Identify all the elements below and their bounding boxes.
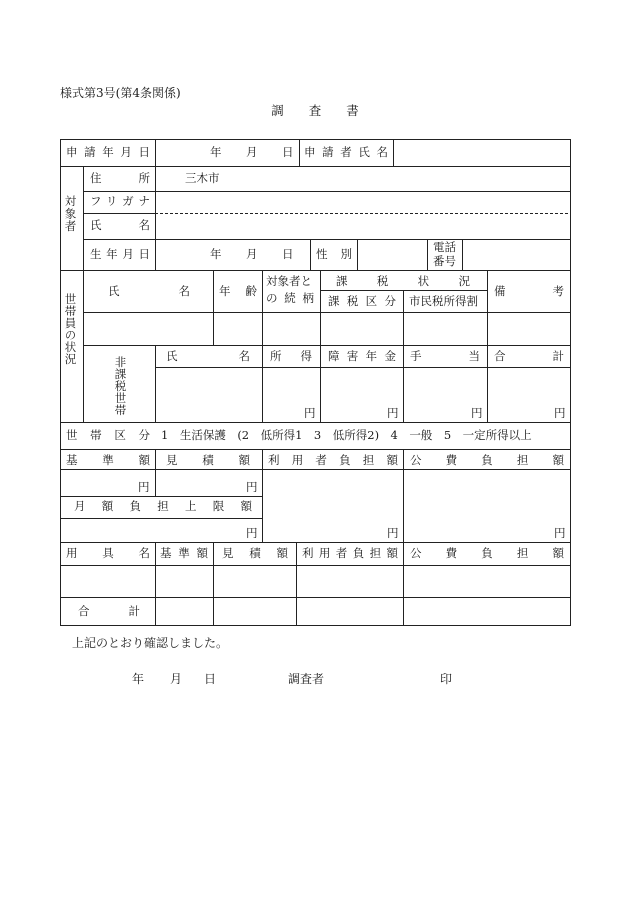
yen-unit: 円 [138,480,150,494]
remarks-header: 備 考 [494,284,564,298]
yen-unit: 円 [554,406,566,420]
confirmation-text: 上記のとおり確認しました。 [72,636,229,650]
address-label: 住 所 [90,171,150,185]
yen-unit: 円 [387,526,399,540]
user-burden-label: 利用者負担額 [268,453,398,467]
city-tax-header: 市民税所得割 [409,294,478,308]
applicant-name-field[interactable] [394,140,570,166]
standard-amount-label: 基 準 額 [66,453,150,467]
birth-day-label: 日 [282,247,294,261]
equipment-standard-label: 基準額 [160,546,208,560]
relation-header-line1: 対象者と [266,274,312,288]
yen-unit: 円 [554,526,566,540]
equipment-estimate-label: 見 積 額 [222,546,288,560]
application-year-label: 年 [210,145,222,159]
tax-class-header: 課税区分 [328,294,396,308]
equipment-name-label: 用 具 名 [66,546,150,560]
birth-year-label: 年 [210,247,222,261]
application-date-label: 申請年月日 [66,145,150,159]
name-label: 氏 名 [90,218,150,232]
yen-unit: 円 [471,406,483,420]
yen-unit: 円 [304,406,316,420]
furigana-label: フリガナ [90,194,150,208]
phone-label-line1: 電話 [433,240,456,254]
birthdate-label: 生年月日 [90,247,150,261]
investigator-label: 調査者 [288,672,325,686]
household-class-label: 世帯区分 [66,428,150,442]
equipment-public-burden-label: 公 費 負 担 額 [410,546,564,560]
applicant-name-label: 申請者氏名 [304,145,388,159]
subject-section-label: 対象者 [63,195,78,233]
public-burden-label: 公 費 負 担 額 [410,453,564,467]
allowance-header: 手 当 [410,349,480,363]
household-name-header: 氏 名 [108,284,190,298]
page-title: 調 査 書 [271,103,359,118]
monthly-cap-label: 月 額 負 担 上 限 額 [74,499,252,513]
non-taxable-name-header: 氏 名 [166,349,250,363]
gender-label: 性 別 [316,247,352,261]
seal-label: 印 [440,672,453,686]
address-value: 三木市 [185,171,220,185]
estimate-amount-label: 見 積 額 [166,453,250,467]
equipment-total-label: 合 計 [78,604,140,618]
household-class-options: 1 生活保護 (2 低所得1 3 低所得2) 4 一般 5 一定所得以上 [161,428,532,442]
income-header: 所 得 [270,349,312,363]
application-day-label: 日 [282,145,294,159]
footer-year-label: 年 [132,672,145,686]
tax-status-header: 課 税 状 況 [336,274,470,288]
relation-header-line2: の続柄 [266,291,314,305]
equipment-user-burden-label: 利用者負担額 [302,546,398,560]
disability-pension-header: 障害年金 [328,349,396,363]
application-month-label: 月 [246,145,258,159]
yen-unit: 円 [387,406,399,420]
phone-label-line2: 番号 [433,254,456,268]
non-taxable-label: 非課税世帯 [113,356,128,416]
footer-day-label: 日 [204,672,217,686]
birth-month-label: 月 [246,247,258,261]
total-header: 合 計 [494,349,564,363]
yen-unit: 円 [246,526,258,540]
form-number: 様式第3号(第4条関係) [60,86,181,100]
yen-unit: 円 [246,480,258,494]
age-header: 年 齢 [219,284,257,298]
footer-month-label: 月 [170,672,183,686]
household-section-label: 世帯員の状況 [63,293,78,365]
